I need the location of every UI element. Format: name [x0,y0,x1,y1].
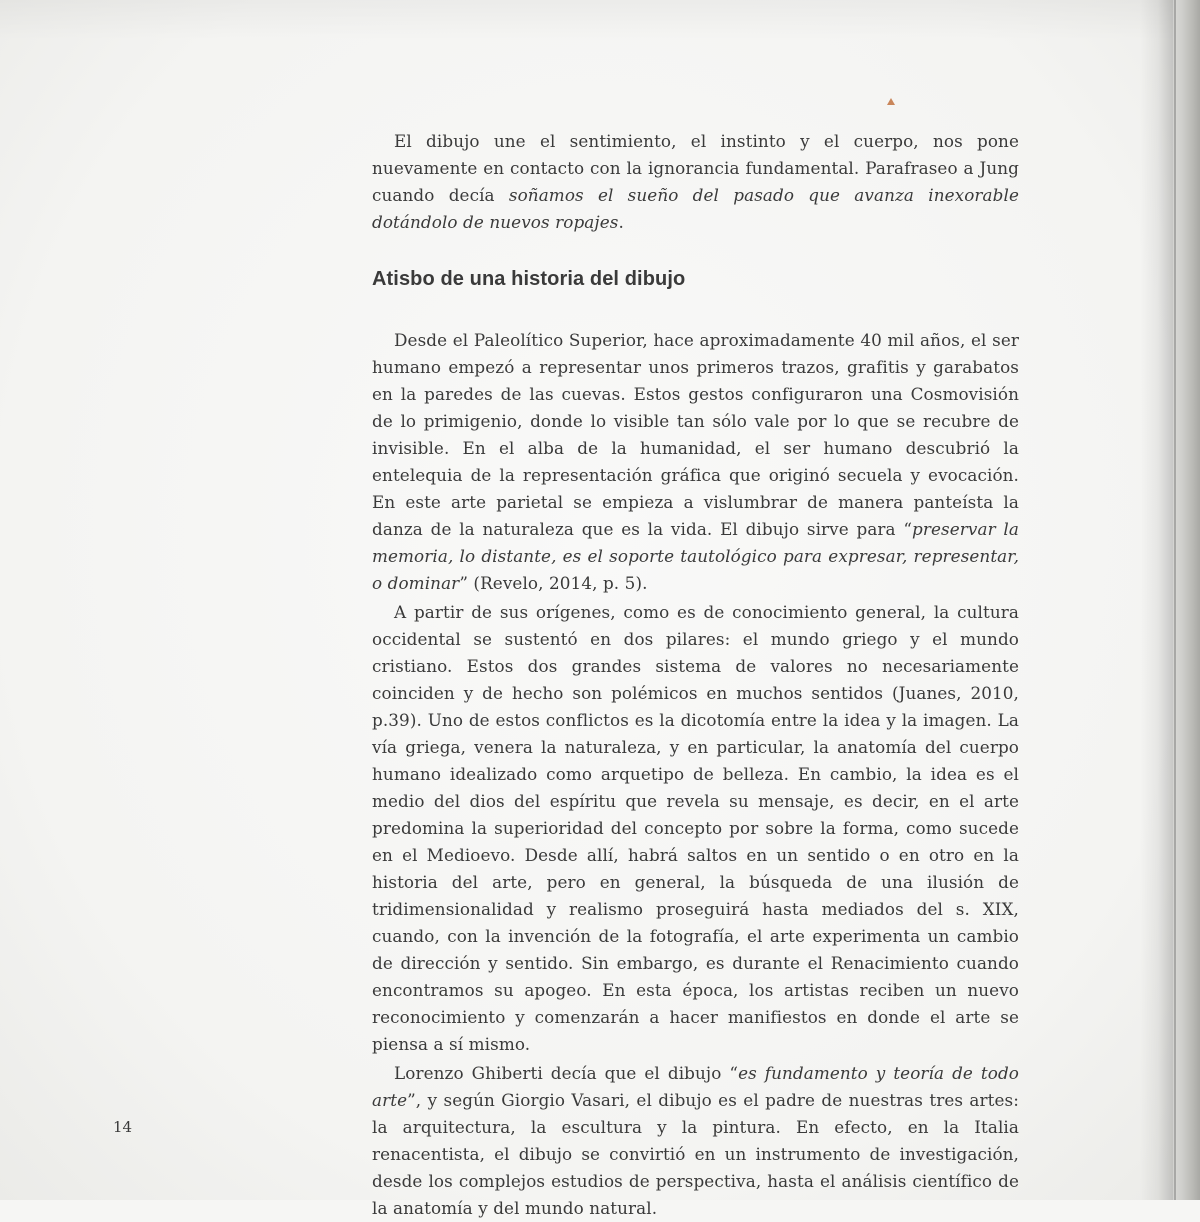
paragraph-1-citation: ” (Revelo, 2014, p. 5). [459,573,648,593]
orange-mark-icon [887,98,895,105]
paragraph-1-text: Desde el Paleolítico Superior, hace aproximadamente 40 mil años, el ser humano empezó a representar unos primeros trazos, grafitis y garabatos en la paredes de las cuevas. Estos gestos configuraron una Cosmovisión de lo primigenio, donde lo visible tan sólo vale por lo que se recubre de invisible. En el alba de la humanidad, el ser humano descubrió la entelequia de la representación gráfica que originó secuela y evocación. En este arte parietal se empieza a vislumbrar de manera panteísta la danza de la naturaleza que es la vida. El dibujo sirve para “ [372,330,1019,539]
scan-top-shadow [0,0,1200,40]
intro-text: El dibujo une el sentimiento, el instinto y el cuerpo, nos pone nuevamente en contacto con la ignorancia fundamental. Parafraseo a Jung cuando decía [372,131,1019,205]
paragraph-3-text-end: ”, y según Giorgio Vasari, el dibujo es el padre de nuestras tres artes: la arquitectura, la escultura y la pintura. En efecto, en la Italia renacentista, el dibujo se convirtió en un instrumento de investigación, desde los complejos estudios de perspectiva, hasta el análisis científico de la anatomía y del mundo natural. [372,1090,1019,1218]
intro-paragraph [372,128,1019,236]
paragraph-paleolithic [372,327,1019,597]
paragraph-3-text: Lorenzo Ghiberti decía que el dibujo “ [394,1063,739,1083]
section-heading: Atisbo de una historia del dibujo [372,268,686,290]
page-content [372,128,1019,1222]
book-spine-shadow [1140,0,1200,1200]
page-number: 14 [113,1118,133,1136]
paragraph-3-italic-quote: es fundamento y teoría de todo arte [372,1063,1019,1110]
paragraph-ghiberti [372,1060,1019,1222]
paragraph-western-culture: A partir de sus orígenes, como es de conocimiento general, la cultura occidental se sustentó en dos pilares: el mundo griego y el mundo cristiano. Estos dos grandes sistema de valores no necesariamente coinciden y de hecho son polémicos en muchos sentidos (Juanes, 2010, p.39). Uno de estos conflictos es la dicotomía entre la idea y la imagen. La vía griega, venera la naturaleza, y en particular, la anatomía del cuerpo humano idealizado como arquetipo de belleza. En cambio, la idea es el medio del dios del espíritu que revela su mensaje, es decir, en el arte predomina la superioridad del concepto por sobre la forma, como sucede en el Medioevo. Desde allí, habrá saltos en un sentido o en otro en la historia del arte, pero en general, la búsqueda de una ilusión de tridimensionalidad y realismo proseguirá hasta mediados del s. XIX, cuando, con la invención de la fotografía, el arte experimenta un cambio de dirección y sentido. Sin embargo, es durante el Renacimiento cuando encontramos su apogeo. En esta época, los artistas reciben un nuevo reconocimiento y comenzarán a hacer manifiestos en donde el arte se piensa a sí mismo. [372,602,1019,1054]
intro-text-end: . [618,212,624,232]
page-edge-line [1174,0,1176,1200]
intro-italic-quote: soñamos el sueño del pasado que avanza inexorable dotándolo de nuevos ropajes [372,185,1019,232]
paragraph-1-italic-quote: preservar la memoria, lo distante, es el soporte tautológico para expresar, representar, o dominar [372,519,1019,593]
